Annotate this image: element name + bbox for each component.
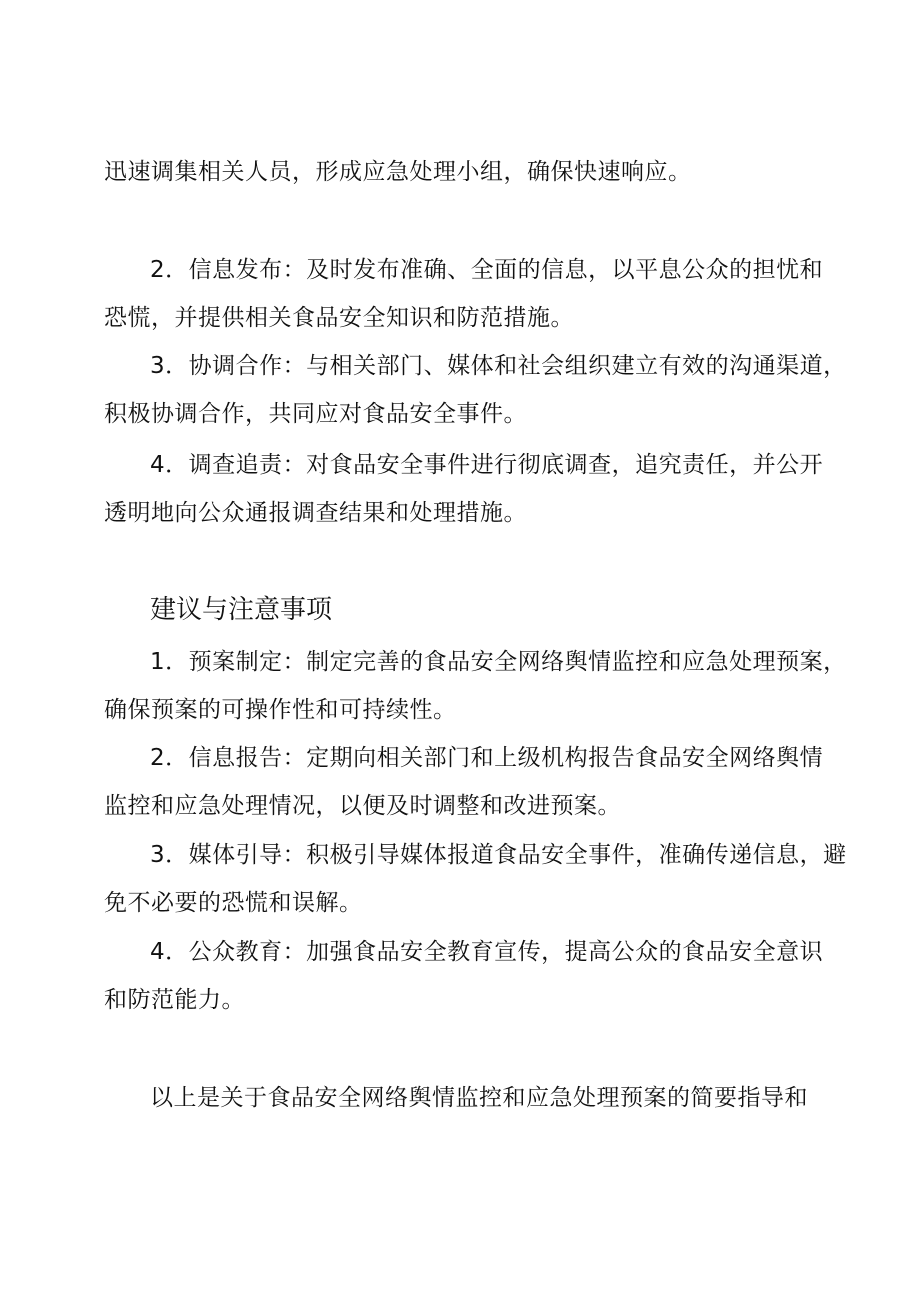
paragraph-line: 监控和应急处理情况，以便及时调整和改进预案。 [104, 793, 621, 819]
section-heading: 建议与注意事项 [150, 595, 333, 625]
paragraph-line: 和防范能力。 [104, 987, 245, 1013]
paragraph-line: 迅速调集相关人员，形成应急处理小组，确保快速响应。 [104, 159, 692, 185]
paragraph-line: 以上是关于食品安全网络舆情监控和应急处理预案的简要指导和 [150, 1085, 808, 1111]
paragraph-line: 恐慌，并提供相关食品安全知识和防范措施。 [104, 305, 574, 331]
list-item-line: 4．调查追责：对食品安全事件进行彻底调查，追究责任，并公开 [150, 452, 824, 478]
list-item-line: 4．公众教育：加强食品安全教育宣传，提高公众的食品安全意识 [150, 939, 824, 965]
paragraph-line: 确保预案的可操作性和可持续性。 [104, 697, 457, 723]
paragraph-line: 积极协调合作，共同应对食品安全事件。 [104, 401, 527, 427]
paragraph-line: 免不必要的恐慌和误解。 [104, 890, 363, 916]
list-item-line: 3．媒体引导：积极引导媒体报道食品安全事件，准确传递信息，避 [150, 842, 847, 868]
paragraph-line: 透明地向公众通报调查结果和处理措施。 [104, 500, 527, 526]
list-item-line: 3．协调合作：与相关部门、媒体和社会组织建立有效的沟通渠道， [150, 353, 847, 379]
list-item-line: 2．信息报告：定期向相关部门和上级机构报告食品安全网络舆情 [150, 745, 824, 771]
list-item-line: 2．信息发布：及时发布准确、全面的信息，以平息公众的担忧和 [150, 257, 824, 283]
list-item-line: 1．预案制定：制定完善的食品安全网络舆情监控和应急处理预案， [150, 649, 847, 675]
